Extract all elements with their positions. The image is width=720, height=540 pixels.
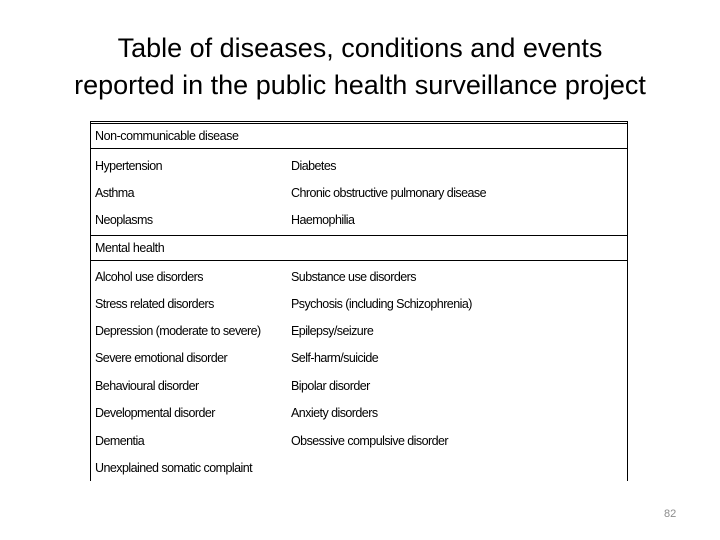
section-header-non-communicable (91, 123, 627, 149)
table-cell: Hypertension (95, 159, 163, 173)
table-cell: Neoplasms (95, 213, 153, 227)
table-cell: Epilepsy/seizure (291, 324, 374, 338)
section-heading: Non-communicable disease (95, 129, 239, 143)
table-cell: Behavioural disorder (95, 379, 199, 393)
table-cell: Developmental disorder (95, 406, 215, 420)
table-cell: Asthma (95, 186, 135, 200)
table-cell: Substance use disorders (291, 270, 416, 284)
page-number: 82 (664, 508, 677, 520)
table-cell: Haemophilia (291, 213, 355, 227)
section-header-mental-health (91, 235, 627, 261)
table-cell: Obsessive compulsive disorder (291, 434, 449, 448)
table-cell: Alcohol use disorders (95, 270, 203, 284)
table-cell: Diabetes (291, 159, 336, 173)
table-cell: Psychosis (including Schizophrenia) (291, 297, 472, 311)
slide-title-line-2: reported in the public health surveillance project (74, 70, 646, 100)
table-cell: Unexplained somatic complaint (95, 461, 253, 475)
table-cell: Anxiety disorders (291, 406, 378, 420)
table-cell: Self-harm/suicide (291, 351, 379, 365)
table-cell: Dementia (95, 434, 145, 448)
section-heading: Mental health (95, 241, 165, 255)
table-cell: Chronic obstructive pulmonary disease (291, 186, 487, 200)
table-cell: Bipolar disorder (291, 379, 370, 393)
slide-title (0, 30, 720, 104)
slide-title-line-1: Table of diseases, conditions and events (117, 33, 603, 63)
table-cell: Depression (moderate to severe) (95, 324, 261, 338)
disease-table (90, 121, 628, 481)
table-cell: Stress related disorders (95, 297, 214, 311)
table-cell: Severe emotional disorder (95, 351, 228, 365)
